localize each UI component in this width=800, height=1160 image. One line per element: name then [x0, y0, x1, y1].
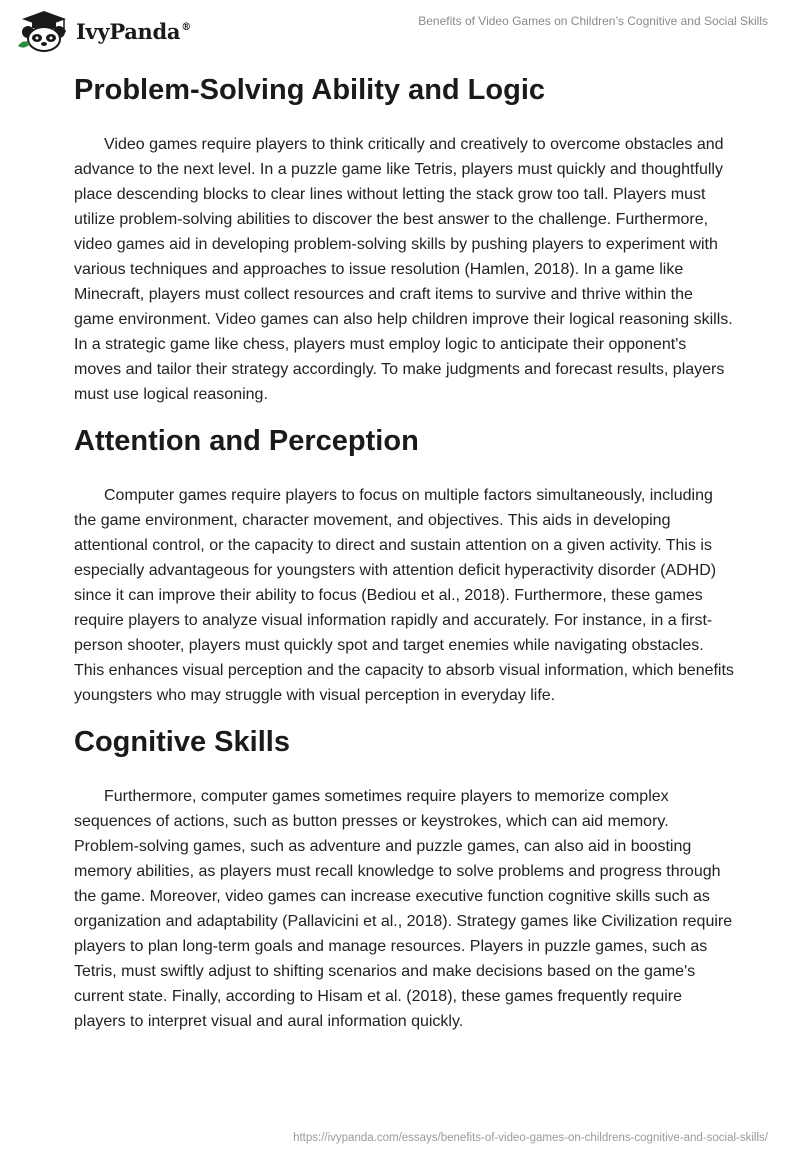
section-problem-solving	[74, 70, 734, 407]
brand-text: IvyPanda	[76, 18, 181, 44]
section-paragraph: Computer games require players to focus on multiple factors simultaneously, including the game environment, character movement, and objectives. This aids in developing attentional control, or the capacity to direct and sustain attention on a given activity. This is especially advantageous for youngsters with attention deficit hyperactivity disorder (ADHD) since it can improve their ability to focus (Bediou et al., 2018). Furthermore, these games require players to analyze visual information rapidly and accurately. For instance, in a first-person shooter, players must quickly spot and target enemies while navigating obstacles. This enhances visual perception and the capacity to absorb visual information, which benefits youngsters who may struggle with visual perception in everyday life.	[74, 487, 734, 704]
essay-content	[74, 70, 734, 1048]
section-cognitive-skills	[74, 722, 734, 1034]
brand-name	[76, 19, 191, 44]
section-heading: Cognitive Skills	[74, 726, 290, 758]
panda-graduate-icon	[14, 10, 70, 52]
registered-mark: ®	[181, 21, 191, 33]
ivypanda-logo[interactable]	[14, 10, 191, 52]
section-attention-perception	[74, 421, 734, 708]
page-header	[0, 0, 800, 60]
document-title: Benefits of Video Games on Children’s Cognitive and Social Skills	[418, 14, 768, 28]
section-paragraph: Video games require players to think critically and creatively to overcome obstacles and advance to the next level. In a puzzle game like Tetris, players must quickly and thoughtfully place descending blocks to clear lines without letting the stack grow too tall. Players must utilize problem-solving abilities to discover the best answer to the challenge. Furthermore, video games aid in developing problem-solving skills by pushing players to experiment with various techniques and approaches to issue resolution (Hamlen, 2018). In a game like Minecraft, players must collect resources and craft items to survive and thrive within the game environment. Video games can also help children improve their logical reasoning skills. In a strategic game like chess, players must employ logic to anticipate their opponent's moves and tailor their strategy accordingly. To make judgments and forecast results, players must use logical reasoning.	[74, 136, 733, 403]
section-heading: Attention and Perception	[74, 425, 419, 457]
source-url[interactable]: https://ivypanda.com/essays/benefits-of-video-games-on-childrens-cognitive-and-social-skills/	[293, 1132, 768, 1144]
section-paragraph: Furthermore, computer games sometimes require players to memorize complex sequences of actions, such as button presses or keystrokes, which can aid memory. Problem-solving games, such as adventure and puzzle games, can also aid in boosting memory abilities, as players must recall knowledge to solve problems and progress through the game. Moreover, video games can increase executive function cognitive skills such as organization and adaptability (Pallavicini et al., 2018). Strategy games like Civilization require players to plan long-term goals and manage resources. Players in puzzle games, such as Tetris, must swiftly adjust to shifting scenarios and make decisions based on the game's current state. Finally, according to Hisam et al. (2018), these games frequently require players to interpret visual and aural information quickly.	[74, 788, 733, 1030]
section-heading: Problem-Solving Ability and Logic	[74, 74, 546, 106]
